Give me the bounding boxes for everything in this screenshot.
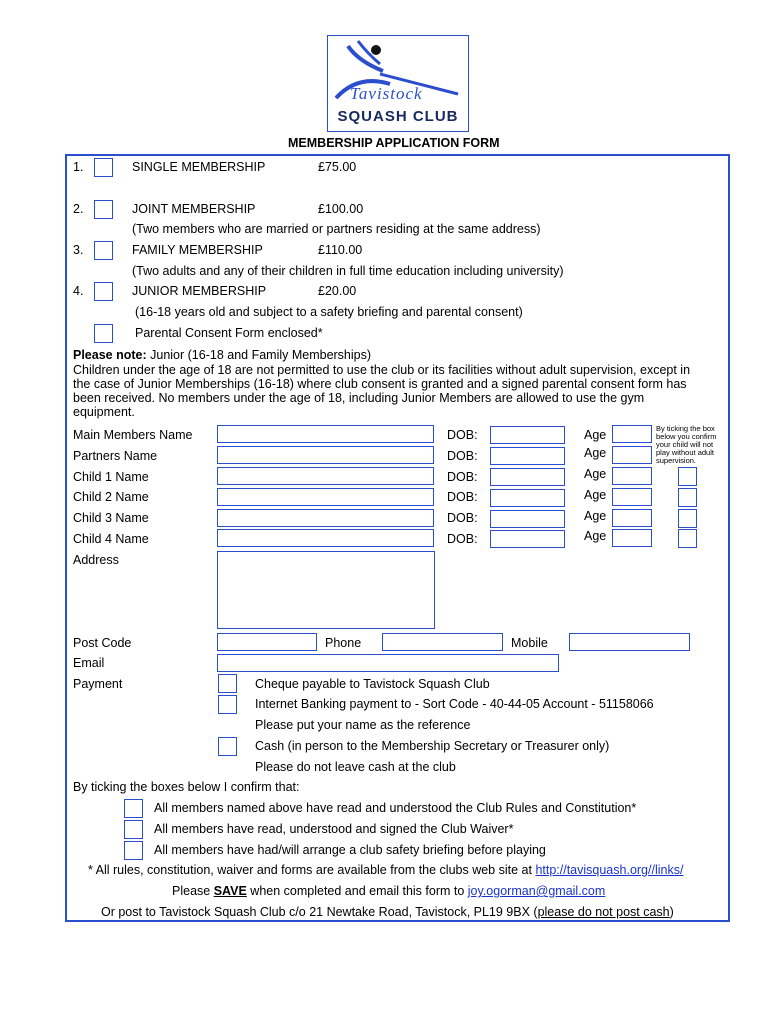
child-2-name-input[interactable] (217, 488, 434, 506)
rules-confirm-checkbox[interactable] (124, 799, 143, 818)
junior-membership-note: (16-18 years old and subject to a safety briefing and parental consent) (135, 305, 523, 319)
please-note-heading (73, 348, 371, 363)
single-membership-label: SINGLE MEMBERSHIP (132, 160, 266, 174)
please-note-line-3: been received. No members under the age of 18, including Junior Members are allowed to use the gym (73, 391, 645, 405)
membership-number-1: 1. (73, 160, 84, 174)
child-3-name-input[interactable] (217, 509, 434, 527)
dob-label: DOB: (447, 449, 478, 463)
phone-input[interactable] (382, 633, 503, 651)
partner-dob-input[interactable] (490, 447, 565, 465)
joint-membership-checkbox[interactable] (94, 200, 113, 219)
family-membership-label: FAMILY MEMBERSHIP (132, 243, 263, 257)
member-row-label: Child 2 Name (73, 490, 149, 504)
parental-consent-label: Parental Consent Form enclosed* (135, 326, 323, 340)
age-label: Age (584, 488, 607, 502)
club-logo (327, 35, 469, 132)
main-member-age-input[interactable] (612, 425, 652, 443)
age-label: Age (584, 446, 607, 460)
child-3-supervision-checkbox[interactable] (678, 509, 697, 528)
member-row-label: Child 3 Name (73, 511, 149, 525)
rules-availability-line (88, 863, 683, 878)
junior-membership-price: £20.00 (318, 284, 357, 298)
junior-membership-checkbox[interactable] (94, 282, 113, 301)
post-pre: Or post to Tavistock Squash Club c/o 21 Newtake Road, Tavistock, PL19 9BX ( (101, 905, 538, 919)
email-label: Email (73, 656, 105, 670)
child-1-name-input[interactable] (217, 467, 434, 485)
bank-transfer-note: Please put your name as the reference (255, 718, 471, 732)
partner-name-input[interactable] (217, 446, 434, 464)
please-note-bold: Please note: (73, 348, 147, 362)
main-member-dob-input[interactable] (490, 426, 565, 444)
supervision-note: By ticking the box below you confirm your child will not play without adult supervision. (656, 424, 717, 465)
junior-membership-label: JUNIOR MEMBERSHIP (132, 284, 267, 298)
bank-transfer-option: Internet Banking payment to - Sort Code - 40-44-05 Account - 51158066 (255, 697, 654, 711)
please-note-line-1: Children under the age of 18 are not permitted to use the club or its facilities without adult supervision, except in (73, 363, 691, 377)
age-label: Age (584, 428, 607, 442)
cash-checkbox[interactable] (218, 737, 237, 756)
waiver-confirm-checkbox[interactable] (124, 820, 143, 839)
family-membership-price: £110.00 (318, 243, 363, 257)
email-input[interactable] (217, 654, 559, 672)
family-membership-checkbox[interactable] (94, 241, 113, 260)
child-2-dob-input[interactable] (490, 489, 565, 507)
phone-label: Phone (325, 636, 362, 650)
please-note-heading-rest: Junior (16-18 and Family Memberships) (146, 348, 372, 362)
child-4-name-input[interactable] (217, 529, 434, 547)
post-instruction-line (101, 905, 674, 920)
mobile-input[interactable] (569, 633, 690, 651)
member-row-label: Main Members Name (73, 428, 193, 442)
confirm-intro: By ticking the boxes below I confirm that: (73, 780, 300, 794)
member-row-label: Partners Name (73, 449, 158, 463)
postcode-input[interactable] (217, 633, 317, 651)
safety-briefing-label: All members have had/will arrange a club safety briefing before playing (154, 843, 546, 857)
cash-option: Cash (in person to the Membership Secretary or Treasurer only) (255, 739, 610, 753)
post-no-cash: please do not post cash (537, 905, 670, 919)
membership-number-2: 2. (73, 202, 84, 216)
joint-membership-label: JOINT MEMBERSHIP (132, 202, 256, 216)
child-4-dob-input[interactable] (490, 530, 565, 548)
age-label: Age (584, 467, 607, 481)
membership-number-3: 3. (73, 243, 84, 257)
please-note-line-4: equipment. (73, 405, 135, 419)
please-note-line-2: the case of Junior Memberships (16-18) where club consent is granted and a signed parental consent form has (73, 377, 687, 391)
address-textarea[interactable] (217, 551, 435, 629)
age-label: Age (584, 529, 607, 543)
dob-label: DOB: (447, 511, 478, 525)
child-3-age-input[interactable] (612, 509, 652, 527)
single-membership-price: £75.00 (318, 160, 357, 174)
safety-briefing-checkbox[interactable] (124, 841, 143, 860)
rules-link[interactable]: http://tavisquash.org//links/ (535, 863, 684, 877)
postcode-label: Post Code (73, 636, 132, 650)
rules-availability-text: * All rules, constitution, waiver and forms are available from the clubs web site at (88, 863, 536, 877)
save-pre: Please (172, 884, 214, 898)
save-word: SAVE (213, 884, 247, 898)
parental-consent-checkbox[interactable] (94, 324, 113, 343)
family-membership-note: (Two adults and any of their children in full time education including university) (132, 264, 564, 278)
main-member-name-input[interactable] (217, 425, 434, 443)
email-link[interactable]: joy.ogorman@gmail.com (467, 884, 606, 898)
joint-membership-note: (Two members who are married or partners residing at the same address) (132, 222, 541, 236)
save-instruction-line (172, 884, 605, 899)
dob-label: DOB: (447, 490, 478, 504)
child-1-age-input[interactable] (612, 467, 652, 485)
partner-age-input[interactable] (612, 446, 652, 464)
cheque-checkbox[interactable] (218, 674, 237, 693)
child-1-supervision-checkbox[interactable] (678, 467, 697, 486)
logo-name: Tavistock (350, 84, 423, 103)
dob-label: DOB: (447, 532, 478, 546)
cash-note: Please do not leave cash at the club (255, 760, 456, 774)
child-4-supervision-checkbox[interactable] (678, 529, 697, 548)
member-row-label: Child 4 Name (73, 532, 149, 546)
dob-label: DOB: (447, 470, 478, 484)
post-post: ) (669, 905, 674, 919)
child-1-dob-input[interactable] (490, 468, 565, 486)
rules-confirm-label: All members named above have read and understood the Club Rules and Constitution* (154, 801, 637, 815)
save-post: when completed and email this form to (246, 884, 468, 898)
child-3-dob-input[interactable] (490, 510, 565, 528)
dob-label: DOB: (447, 428, 478, 442)
cheque-option: Cheque payable to Tavistock Squash Club (255, 677, 490, 691)
child-2-supervision-checkbox[interactable] (678, 488, 697, 507)
waiver-confirm-label: All members have read, understood and signed the Club Waiver* (154, 822, 514, 836)
joint-membership-price: £100.00 (318, 202, 364, 216)
membership-number-4: 4. (73, 284, 84, 298)
child-4-age-input[interactable] (612, 529, 652, 547)
logo-subtitle: SQUASH CLUB (337, 108, 459, 125)
payment-label: Payment (73, 677, 123, 691)
member-row-label: Child 1 Name (73, 470, 149, 484)
form-title: MEMBERSHIP APPLICATION FORM (288, 136, 500, 150)
mobile-label: Mobile (511, 636, 548, 650)
child-2-age-input[interactable] (612, 488, 652, 506)
age-label: Age (584, 509, 607, 523)
bank-transfer-checkbox[interactable] (218, 695, 237, 714)
address-label: Address (73, 553, 119, 567)
single-membership-checkbox[interactable] (94, 158, 113, 177)
